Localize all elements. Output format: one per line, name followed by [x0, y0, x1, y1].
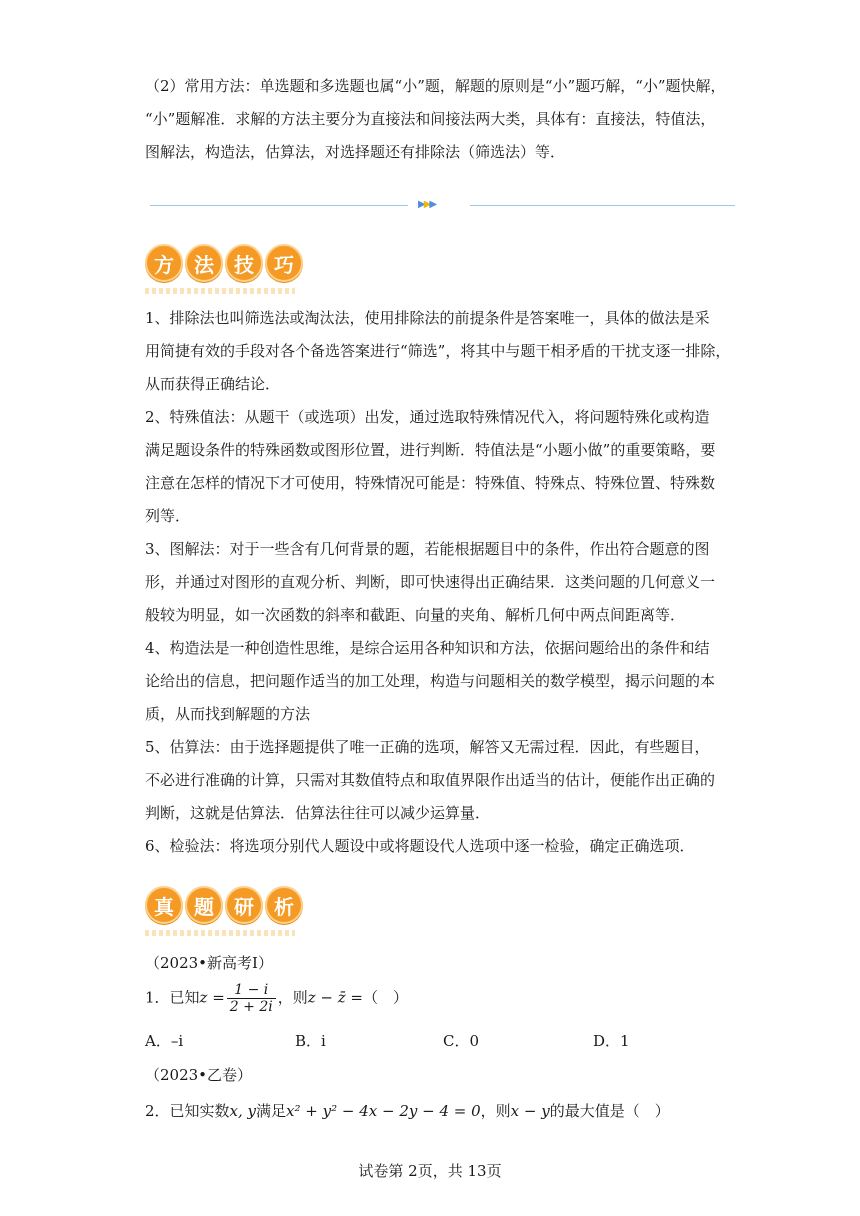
badge-underline	[145, 288, 295, 294]
q1-fraction	[227, 982, 276, 1015]
q2-source: （2023•乙卷）	[145, 1066, 253, 1084]
method-line: 不必进行准确的计算，只需对其数值特点和取值界限作出适当的估计，便能作出正确的	[145, 771, 716, 789]
methods-heading-badge	[145, 244, 303, 282]
q1-suffix: （ ）	[363, 988, 409, 1007]
q2-stem	[145, 1100, 670, 1121]
q1-option-d: D．1	[593, 1032, 630, 1050]
q2-prefix: 2．已知实数	[145, 1102, 230, 1120]
method-line: 形，并通过对图形的直观分析、判断，即可快速得出正确结果．这类问题的几何意义一	[145, 573, 716, 591]
badge-char: 析	[265, 886, 303, 924]
method-line: 从而获得正确结论．	[145, 375, 281, 393]
q2-expr: x − y	[510, 1102, 550, 1120]
q1-mid: ，则	[277, 988, 308, 1007]
method-line: 6、检验法：将选项分别代人题设中或将题设代人选项中逐一检验，确定正确选项．	[145, 837, 695, 855]
q1-denominator: 2 + 2i	[229, 999, 273, 1015]
real-exam-heading-badge	[145, 886, 303, 924]
q1-option-b: B．i	[295, 1032, 326, 1050]
method-line: 注意在怎样的情况下才可使用，特殊情况可能是：特殊值、特殊点、特殊位置、特殊数	[145, 474, 716, 492]
intro-line: “小”题解准．求解的方法主要分为直接法和间接法两大类，具体有：直接法，特值法，	[145, 110, 716, 128]
intro-line: 图解法，构造法，估算法，对选择题还有排除法（筛选法）等．	[145, 143, 566, 161]
badge-char: 技	[225, 244, 263, 282]
q1-source: （2023•新高考Ⅰ）	[145, 954, 273, 972]
q1-expr: z − z̄ =	[307, 988, 363, 1007]
section-divider-left	[150, 205, 408, 206]
method-line: 3、图解法：对于一些含有几何背景的题，若能根据题目中的条件，作出符合题意的图	[145, 540, 710, 558]
method-line: 1、排除法也叫筛选法或淘汰法，使用排除法的前提条件是答案唯一，具体的做法是采	[145, 309, 710, 327]
badge-char: 题	[185, 886, 223, 924]
method-line: 5、估算法：由于选择题提供了唯一正确的选项，解答又无需过程．因此，有些题目，	[145, 738, 710, 756]
badge-char: 研	[225, 886, 263, 924]
q2-suffix: 的最大值是（ ）	[549, 1102, 670, 1120]
method-line: 2、特殊值法：从题干（或选项）出发，通过选取特殊情况代入，将问题特殊化或构造	[145, 408, 710, 426]
q1-option-c: C．0	[443, 1032, 480, 1050]
q1-prefix: 1．已知	[145, 988, 200, 1007]
method-line: 4、构造法是一种创造性思维，是综合运用各种知识和方法，依据问题给出的条件和结	[145, 639, 710, 657]
method-line: 论给出的信息，把问题作适当的加工处理，构造与问题相关的数学模型，揭示问题的本	[145, 672, 716, 690]
badge-char: 法	[185, 244, 223, 282]
q2-mid: 满足	[256, 1102, 287, 1120]
method-line: 质，从而找到解题的方法	[145, 705, 311, 723]
method-line: 判断，这就是估算法．估算法往往可以减少运算量．	[145, 804, 491, 822]
method-line: 满足题设条件的特殊函数或图形位置，进行判断．特值法是“小题小做”的重要策略，要	[145, 441, 716, 459]
badge-char: 巧	[265, 244, 303, 282]
method-line: 列等．	[145, 507, 191, 525]
page-footer: 试卷第 2页，共 13页	[358, 1162, 502, 1180]
divider-arrows-icon: ▶▶▶	[418, 199, 436, 210]
badge-char: 真	[145, 886, 183, 924]
method-line: 用简捷有效的手段对各个备选答案进行“筛选”，将其中与题干相矛盾的干扰支逐一排除，	[145, 342, 731, 360]
q2-vars: x, y	[229, 1102, 257, 1120]
q1-numerator: 1 − i	[227, 982, 276, 999]
q2-equation: x² + y² − 4x − 2y − 4 = 0	[286, 1102, 481, 1120]
badge-underline	[145, 930, 295, 936]
q1-stem	[145, 982, 408, 1015]
badge-char: 方	[145, 244, 183, 282]
q1-option-a: A．–i	[145, 1032, 184, 1050]
q2-mid2: ，则	[480, 1102, 511, 1120]
intro-line: （2）常用方法：单选题和多选题也属“小”题，解题的原则是“小”题巧解，“小”题快解，	[145, 77, 726, 95]
section-divider-right	[470, 205, 735, 206]
intro-paragraph	[145, 70, 745, 169]
method-line: 般较为明显，如一次函数的斜率和截距、向量的夹角、解析几何中两点间距离等．	[145, 606, 686, 624]
methods-paragraph	[145, 302, 745, 863]
q1-z-eq: z =	[199, 988, 225, 1007]
